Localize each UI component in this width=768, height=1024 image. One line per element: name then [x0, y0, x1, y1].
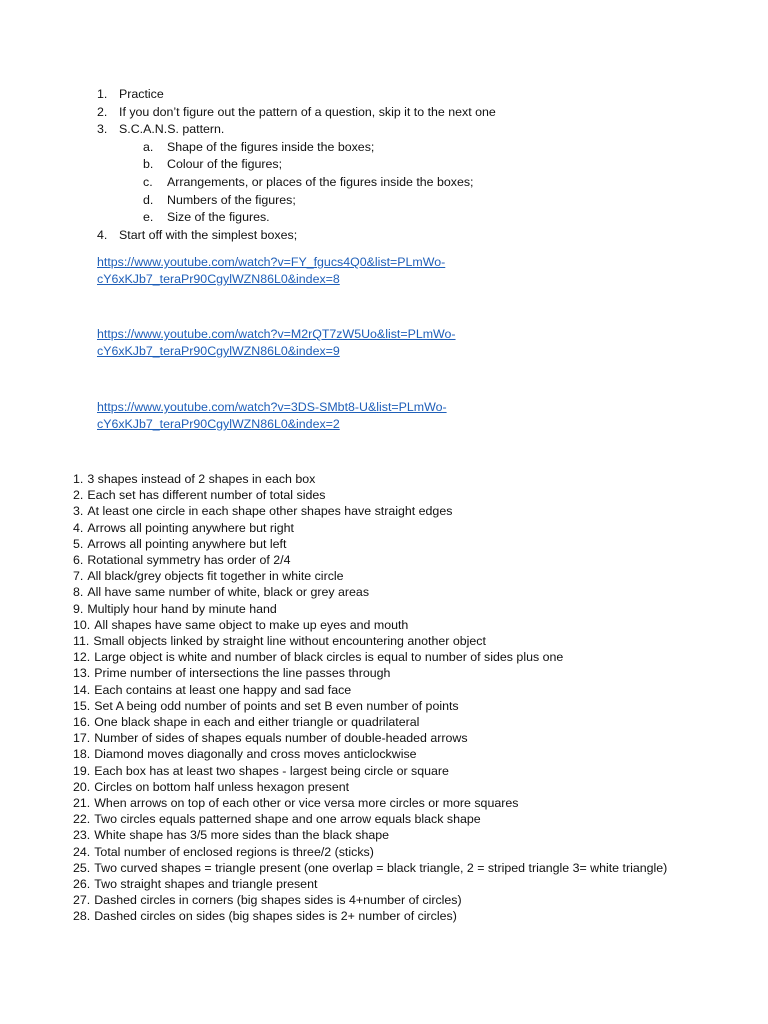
rule-number: 23. [73, 828, 91, 843]
rule-number: 2. [73, 488, 84, 503]
rule-item [73, 520, 673, 536]
rule-text: Number of sides of shapes equals number of double-headed arrows [94, 731, 468, 746]
scans-item [97, 192, 717, 210]
rule-number: 26. [73, 877, 91, 892]
rule-item [73, 860, 673, 876]
youtube-link[interactable] [97, 254, 617, 288]
rule-number: 8. [73, 585, 84, 600]
rule-text: At least one circle in each shape other shapes have straight edges [87, 504, 453, 519]
link-line: cY6xKJb7_teraPr90CgylWZN86L0&index=9 [97, 344, 340, 358]
rule-item [73, 763, 673, 779]
rule-text: Each set has different number of total sides [87, 488, 326, 503]
rule-item [73, 746, 673, 762]
rule-text: All black/grey objects fit together in white circle [87, 569, 344, 584]
rule-number: 15. [73, 698, 91, 713]
rule-text: When arrows on top of each other or vice versa more circles or more squares [94, 796, 519, 811]
rule-text: Set A being odd number of points and set B even number of points [94, 698, 459, 713]
rule-text: Diamond moves diagonally and cross moves anticlockwise [94, 747, 417, 762]
rule-number: 19. [73, 763, 91, 778]
rule-item [73, 601, 673, 617]
tip-number: 2. [97, 104, 108, 119]
link-line: https://www.youtube.com/watch?v=FY_fgucs4Q0&list=PLmWo- [97, 255, 446, 269]
rule-number: 11. [73, 634, 90, 649]
tip-item [97, 121, 717, 139]
rule-item [73, 844, 673, 860]
tip-item [97, 227, 717, 245]
rule-number: 1. [73, 472, 84, 486]
scans-item [97, 156, 717, 174]
tip-text: Start off with the simplest boxes; [119, 227, 298, 242]
scans-item [97, 209, 717, 227]
rule-number: 22. [73, 812, 91, 827]
rule-text: 3 shapes instead of 2 shapes in each box [87, 472, 316, 486]
scans-text: Size of the figures. [167, 210, 270, 225]
rule-number: 6. [73, 553, 84, 568]
rule-item [73, 584, 673, 600]
rule-text: Two straight shapes and triangle present [94, 877, 318, 892]
rule-item [73, 471, 673, 487]
scans-letter: d. [143, 192, 154, 207]
rule-number: 9. [73, 601, 84, 616]
rule-number: 10. [73, 617, 91, 632]
rule-text: One black shape in each and either triangle or quadrilateral [94, 715, 420, 730]
rule-number: 18. [73, 747, 91, 762]
scans-text: Colour of the figures; [167, 157, 283, 172]
rule-text: Multiply hour hand by minute hand [87, 601, 277, 616]
rule-item [73, 649, 673, 665]
rule-item [73, 487, 673, 503]
rule-item [73, 908, 673, 924]
scans-letter: c. [143, 174, 153, 189]
scans-text: Numbers of the figures; [167, 192, 296, 207]
tip-text: Practice [119, 87, 164, 101]
link-line: cY6xKJb7_teraPr90CgylWZN86L0&index=2 [97, 417, 340, 431]
rule-item [73, 617, 673, 633]
rule-item [73, 536, 673, 552]
rule-number: 28. [73, 909, 91, 924]
rule-item [73, 698, 673, 714]
rule-number: 25. [73, 860, 91, 875]
tip-number: 3. [97, 122, 108, 137]
scans-item [97, 174, 717, 192]
rule-item [73, 568, 673, 584]
youtube-link[interactable] [97, 326, 617, 360]
rule-number: 24. [73, 844, 91, 859]
rule-item [73, 795, 673, 811]
rule-item [73, 811, 673, 827]
link-line: https://www.youtube.com/watch?v=3DS-SMbt8-U&list=PLmWo- [97, 400, 447, 414]
tip-item [97, 104, 717, 122]
rule-text: Arrows all pointing anywhere but left [87, 536, 287, 551]
rule-text: Arrows all pointing anywhere but right [87, 520, 294, 535]
rule-number: 17. [73, 731, 91, 746]
tips-list [97, 86, 717, 244]
rule-number: 5. [73, 536, 84, 551]
tip-item [97, 86, 717, 104]
youtube-link[interactable] [97, 399, 617, 433]
rule-text: Large object is white and number of black circles is equal to number of sides plus one [94, 650, 564, 665]
rule-number: 12. [73, 650, 91, 665]
rule-item [73, 633, 673, 649]
scans-text: Shape of the figures inside the boxes; [167, 139, 375, 154]
rule-item [73, 552, 673, 568]
rule-item [73, 714, 673, 730]
tip-text: If you don’t figure out the pattern of a question, skip it to the next one [119, 104, 496, 119]
rule-text: Prime number of intersections the line passes through [94, 666, 391, 681]
tip-number: 1. [97, 87, 108, 101]
rule-number: 21. [73, 796, 91, 811]
link-line: https://www.youtube.com/watch?v=M2rQT7zW5Uo&list=PLmWo- [97, 327, 456, 341]
rule-item [73, 665, 673, 681]
rule-number: 7. [73, 569, 84, 584]
scans-letter: a. [143, 139, 154, 154]
rule-text: Circles on bottom half unless hexagon present [94, 779, 350, 794]
rule-text: Rotational symmetry has order of 2/4 [87, 553, 291, 568]
rule-text: Two curved shapes = triangle present (one overlap = black triangle, 2 = striped triangle 3= white triangle) [94, 860, 668, 875]
scans-letter: b. [143, 157, 154, 172]
scans-letter: e. [143, 210, 154, 225]
rule-item [73, 892, 673, 908]
rule-number: 4. [73, 520, 84, 535]
rule-item [73, 876, 673, 892]
rule-number: 14. [73, 682, 91, 697]
tip-text: S.C.A.N.S. pattern. [119, 122, 225, 137]
link-line: cY6xKJb7_teraPr90CgylWZN86L0&index=8 [97, 272, 340, 286]
scans-item [97, 139, 717, 157]
rule-text: Dashed circles in corners (big shapes sides is 4+number of circles) [94, 893, 462, 908]
rule-text: All have same number of white, black or grey areas [87, 585, 370, 600]
rule-text: White shape has 3/5 more sides than the black shape [94, 828, 390, 843]
rule-number: 13. [73, 666, 91, 681]
rule-text: Each box has at least two shapes - largest being circle or square [94, 763, 449, 778]
rule-number: 27. [73, 893, 91, 908]
rule-item [73, 503, 673, 519]
rule-text: Two circles equals patterned shape and one arrow equals black shape [94, 812, 481, 827]
rule-number: 16. [73, 715, 91, 730]
rule-item [73, 779, 673, 795]
rule-item [73, 682, 673, 698]
rule-number: 3. [73, 504, 84, 519]
rule-number: 20. [73, 779, 91, 794]
rule-text: Each contains at least one happy and sad face [94, 682, 352, 697]
scans-text: Arrangements, or places of the figures inside the boxes; [167, 174, 474, 189]
rules-list [73, 471, 673, 925]
rule-text: Total number of enclosed regions is three/2 (sticks) [94, 844, 374, 859]
rule-text: Dashed circles on sides (big shapes sides is 2+ number of circles) [94, 909, 457, 924]
rule-item [73, 730, 673, 746]
tip-number: 4. [97, 227, 108, 242]
rule-item [73, 827, 673, 843]
rule-text: Small objects linked by straight line without encountering another object [93, 634, 486, 649]
rule-text: All shapes have same object to make up eyes and mouth [94, 617, 409, 632]
